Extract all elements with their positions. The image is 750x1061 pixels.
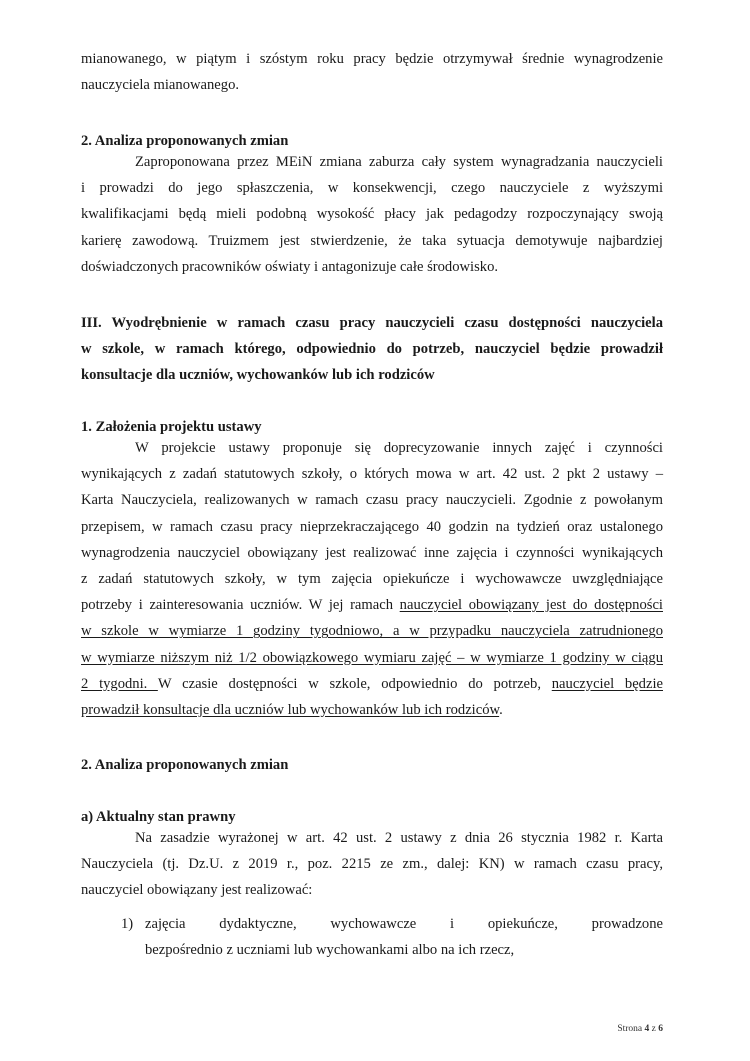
paragraph-assumptions: [81, 435, 663, 723]
text-line: przepisem, w ramach czasu pracy nieprzekraczającego 40 godzin na tydzień oraz ustalonego: [81, 518, 663, 535]
text-run: .: [499, 701, 503, 718]
text-line: wynikających z zadań statutowych szkoły, o których mowa w art. 42 ust. 2 pkt 2 ustawy –: [81, 466, 663, 483]
text-line: W projekcie ustawy proponuje się doprecyzowanie innych zajęć i czynności: [135, 440, 663, 456]
text-line: Nauczyciela (tj. Dz.U. z 2019 r., poz. 2215 ze zm., dalej: KN) w ramach czasu pracy,: [81, 856, 663, 873]
underlined-line: w szkole w wymiarze 1 godziny tygodniowo, a w przypadku nauczyciela zatrudnionego: [81, 623, 663, 640]
footer-mid: z: [649, 1024, 659, 1034]
list-text-line: zajęcia dydaktyczne, wychowawcze i opiekuńcze, prowadzone: [145, 916, 663, 932]
paragraph-legal-state: [81, 825, 663, 904]
chapter-heading: [81, 310, 663, 389]
footer-prefix: Strona: [617, 1024, 645, 1034]
text-line: [81, 697, 663, 723]
text-line: z zadań statutowych szkoły, w tym zajęcia opiekuńcze i wychowawcze uwzględniające: [81, 570, 663, 587]
list-item: [81, 911, 663, 963]
section-heading: 2. Analiza proponowanych zmian: [81, 133, 289, 149]
paragraph-analysis: [81, 149, 663, 280]
heading-line: w szkole, w ramach którego, odpowiednio do potrzeb, nauczyciel będzie prowadził: [81, 341, 663, 358]
text-line: kwalifikacjami będą mieli podobną wysokość płacy jak pedagodzy rozpoczynający swoją: [81, 206, 663, 223]
text-line: wynagrodzenia nauczyciel obowiązany jest realizować inne zajęcia i czynności wynikających: [81, 544, 663, 561]
text-line: karierę zawodową. Truizmem jest stwierdzenie, że taka sytuacja demotywuje najbardziej: [81, 232, 663, 249]
paragraph-continuation: [81, 46, 663, 98]
list-number: 1): [121, 916, 134, 932]
text-line: nauczyciela mianowanego.: [81, 77, 240, 94]
text-line: mianowanego, w piątym i szóstym roku pracy będzie otrzymywał średnie wynagrodzenie: [81, 51, 663, 67]
underlined-text: prowadził konsultacje dla uczniów lub wychowanków lub ich rodziców: [81, 701, 500, 718]
underlined-text: 2 tygodni.: [81, 675, 158, 692]
page-total: 6: [658, 1024, 663, 1034]
text-line: Karta Nauczyciela, realizowanych w ramach czasu pracy nauczycieli. Zgodnie z powołanym: [81, 492, 663, 509]
text-line: Na zasadzie wyrażonej w art. 42 ust. 2 ustawy z dnia 26 stycznia 1982 r. Karta: [135, 830, 663, 846]
text-line: Zaproponowana przez MEiN zmiana zaburza cały system wynagradzania nauczycieli: [135, 154, 663, 170]
page-number: 4: [644, 1024, 650, 1034]
heading-line: III. Wyodrębnienie w ramach czasu pracy nauczycieli czasu dostępności nauczyciela: [81, 315, 663, 331]
text-run: potrzeby i zainteresowania uczniów. W jej ramach: [81, 597, 400, 614]
list-text-line: bezpośrednio z uczniami lub wychowankami albo na ich rzecz,: [145, 942, 515, 959]
underlined-text: nauczyciel obowiązany jest do dostępności: [399, 597, 663, 614]
underlined-text: nauczyciel będzie: [551, 675, 663, 692]
heading-line: konsultacje dla uczniów, wychowanków lub ich rodziców: [81, 367, 435, 384]
text-run: W czasie dostępności w szkole, odpowiednio do potrzeb,: [157, 675, 552, 692]
subsection-heading: a) Aktualny stan prawny: [81, 809, 236, 825]
section-heading: 2. Analiza proponowanych zmian: [81, 757, 289, 773]
text-line: i prowadzi do jego spłaszczenia, w konsekwencji, czego nauczyciele z wyższymi: [81, 180, 663, 197]
text-line: nauczyciel obowiązany jest realizować:: [81, 882, 313, 899]
text-line: [81, 671, 663, 697]
page-footer: [617, 1024, 663, 1034]
text-line: [81, 592, 663, 618]
underlined-line: w wymiarze niższym niż 1/2 obowiązkowego wymiaru zajęć – w wymiarze 1 godziny w ciągu: [81, 649, 663, 666]
section-heading: 1. Założenia projektu ustawy: [81, 419, 262, 435]
text-line: doświadczonych pracowników oświaty i antagonizuje całe środowisko.: [81, 258, 499, 275]
